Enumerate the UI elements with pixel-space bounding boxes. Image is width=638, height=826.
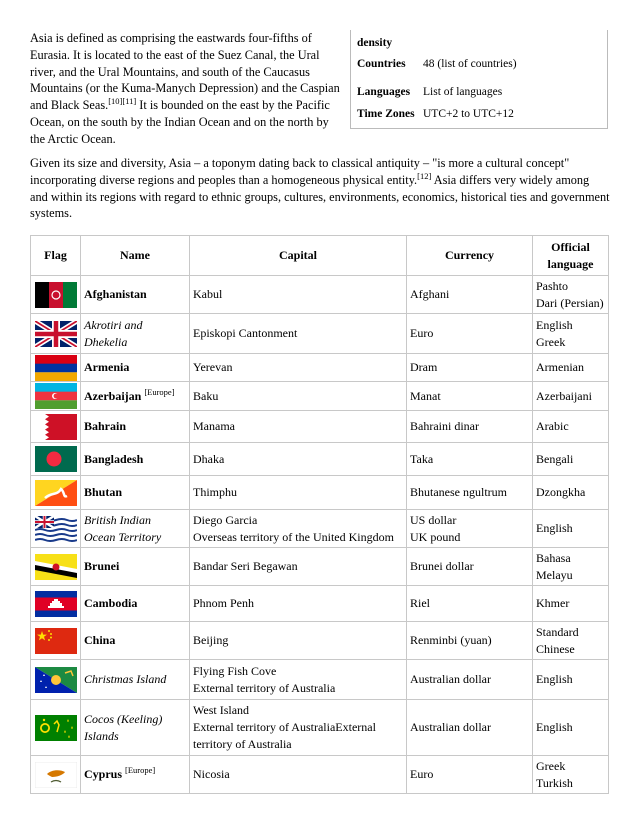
brunei-flag-icon[interactable] <box>35 554 77 580</box>
language-cell[interactable]: Bahasa Melayu <box>533 548 609 586</box>
table-row <box>31 660 609 700</box>
currency-cell[interactable]: Riel <box>407 586 533 622</box>
para2-text-part2: Asia differs very widely among and within its regions with regard to ethnic groups, cultures, environments, economics, historical ties and government systems. <box>30 172 610 221</box>
language-cell[interactable]: English <box>533 510 609 548</box>
capital-cell[interactable]: Flying Fish Cove External territory of Australia <box>190 660 407 700</box>
bhutan-flag-icon[interactable] <box>35 480 77 506</box>
capital-cell[interactable]: Thimphu <box>190 476 407 510</box>
country-name[interactable]: British Indian Ocean Territory <box>81 510 190 548</box>
united-kingdom-flag-icon[interactable] <box>35 321 77 347</box>
country-name[interactable]: Akrotiri and Dhekelia <box>81 314 190 354</box>
languages-label: Languages <box>357 86 411 98</box>
capital-cell[interactable]: Manama <box>190 411 407 443</box>
capital-cell[interactable]: West Island External territory of AustraliaExternal territory of Australia <box>190 700 407 756</box>
table-row <box>31 276 609 314</box>
country-name[interactable]: Armenia <box>81 354 190 382</box>
language-cell[interactable]: Azerbaijani <box>533 382 609 411</box>
intro-text-part1: Asia is defined as comprising the eastwards four-fifths of Eurasia. It is located to the east of the Suez Canal, the Ural river, and the Ural Mountains, and south of the Caucasus Mountains (or the Kuma-Manych Depression) and the Caspian and Black Seas. <box>30 31 340 113</box>
currency-cell[interactable]: Bahraini dinar <box>407 411 533 443</box>
table-row <box>31 548 609 586</box>
currency-cell[interactable]: Dram <box>407 354 533 382</box>
currency-cell[interactable]: Brunei dollar <box>407 548 533 586</box>
table-row <box>31 314 609 354</box>
table-row <box>31 443 609 476</box>
country-name[interactable]: Cambodia <box>81 586 190 622</box>
country-name[interactable]: Christmas Island <box>81 660 190 700</box>
language-cell[interactable]: Bengali <box>533 443 609 476</box>
countries-table <box>30 235 609 794</box>
language-cell[interactable]: English Greek <box>533 314 609 354</box>
table-row <box>31 756 609 794</box>
density-label: density <box>357 37 393 49</box>
language-cell[interactable]: English <box>533 700 609 756</box>
language-cell[interactable]: Greek Turkish <box>533 756 609 794</box>
cyprus-flag-icon[interactable] <box>35 762 77 788</box>
azerbaijan-flag-icon[interactable] <box>35 383 77 409</box>
currency-cell[interactable]: Afghani <box>407 276 533 314</box>
capital-cell[interactable]: Dhaka <box>190 443 407 476</box>
infobox <box>350 30 608 129</box>
intro-text-part2: It is bounded on the east by the Pacific Ocean, on the south by the Indian Ocean and on the north by the Arctic Ocean. <box>30 98 330 146</box>
country-name[interactable]: Bahrain <box>81 411 190 443</box>
currency-cell[interactable]: Euro <box>407 314 533 354</box>
currency-column-header: Currency <box>407 236 533 276</box>
countries-value[interactable]: 48 (list of countries) <box>423 58 517 70</box>
cambodia-flag-icon[interactable] <box>35 591 77 617</box>
country-name[interactable]: Afghanistan <box>81 276 190 314</box>
language-cell[interactable]: Dzongkha <box>533 476 609 510</box>
currency-cell[interactable]: Manat <box>407 382 533 411</box>
currency-cell[interactable]: Euro <box>407 756 533 794</box>
citation-10-11[interactable]: [10][11] <box>108 96 137 107</box>
table-row <box>31 700 609 756</box>
diversity-paragraph <box>30 155 610 222</box>
languages-value[interactable]: List of languages <box>423 86 503 98</box>
country-name[interactable]: Bhutan <box>81 476 190 510</box>
name-column-header: Name <box>81 236 190 276</box>
language-cell[interactable]: Pashto Dari (Persian) <box>533 276 609 314</box>
cocos-keeling-islands-flag-icon[interactable] <box>35 715 77 741</box>
citation-12[interactable]: [12] <box>417 170 432 181</box>
british-indian-ocean-territory-flag-icon[interactable] <box>35 516 77 542</box>
capital-cell[interactable]: Baku <box>190 382 407 411</box>
region-note[interactable]: [Europe] <box>125 765 156 776</box>
country-name[interactable]: Bangladesh <box>81 443 190 476</box>
capital-cell[interactable]: Phnom Penh <box>190 586 407 622</box>
bangladesh-flag-icon[interactable] <box>35 446 77 472</box>
currency-cell[interactable]: Renminbi (yuan) <box>407 622 533 660</box>
country-name[interactable]: Cyprus [Europe] <box>81 756 190 794</box>
table-row <box>31 476 609 510</box>
currency-cell[interactable]: US dollar UK pound <box>407 510 533 548</box>
christmas-island-flag-icon[interactable] <box>35 667 77 693</box>
bahrain-flag-icon[interactable] <box>35 414 77 440</box>
intro-paragraph <box>30 30 342 148</box>
language-cell[interactable]: Arabic <box>533 411 609 443</box>
language-cell[interactable]: English <box>533 660 609 700</box>
capital-cell[interactable]: Kabul <box>190 276 407 314</box>
currency-cell[interactable]: Australian dollar <box>407 700 533 756</box>
armenia-flag-icon[interactable] <box>35 355 77 381</box>
capital-cell[interactable]: Nicosia <box>190 756 407 794</box>
table-row <box>31 586 609 622</box>
country-name[interactable]: Cocos (Keeling) Islands <box>81 700 190 756</box>
table-row <box>31 510 609 548</box>
language-column-header: Official language <box>533 236 609 276</box>
china-flag-icon[interactable] <box>35 628 77 654</box>
capital-cell[interactable]: Diego Garcia Overseas territory of the United Kingdom <box>190 510 407 548</box>
language-cell[interactable]: Khmer <box>533 586 609 622</box>
capital-column-header: Capital <box>190 236 407 276</box>
capital-cell[interactable]: Bandar Seri Begawan <box>190 548 407 586</box>
timezones-value: UTC+2 to UTC+12 <box>423 108 514 120</box>
table-row <box>31 411 609 443</box>
para2-text-part1: Given its size and diversity, Asia – a toponym dating back to classical antiquity – "is more a cultural concept" incorporating diverse regions and peoples than a homogeneous physical entity. <box>30 156 570 187</box>
flag-column-header: Flag <box>31 236 81 276</box>
countries-label: Countries <box>357 58 406 70</box>
region-note[interactable]: [Europe] <box>144 386 175 397</box>
capital-cell[interactable]: Episkopi Cantonment <box>190 314 407 354</box>
table-row <box>31 354 609 382</box>
table-row <box>31 382 609 411</box>
country-name[interactable]: China <box>81 622 190 660</box>
language-cell[interactable]: Standard Chinese <box>533 622 609 660</box>
capital-cell[interactable]: Yerevan <box>190 354 407 382</box>
table-header-row <box>31 236 609 276</box>
table-row <box>31 622 609 660</box>
afghanistan-flag-icon[interactable] <box>35 282 77 308</box>
capital-cell[interactable]: Beijing <box>190 622 407 660</box>
language-cell[interactable]: Armenian <box>533 354 609 382</box>
currency-cell[interactable]: Australian dollar <box>407 660 533 700</box>
currency-cell[interactable]: Taka <box>407 443 533 476</box>
country-name[interactable]: Brunei <box>81 548 190 586</box>
currency-cell[interactable]: Bhutanese ngultrum <box>407 476 533 510</box>
timezones-label: Time Zones <box>357 108 415 120</box>
country-name[interactable]: Azerbaijan [Europe] <box>81 382 190 411</box>
